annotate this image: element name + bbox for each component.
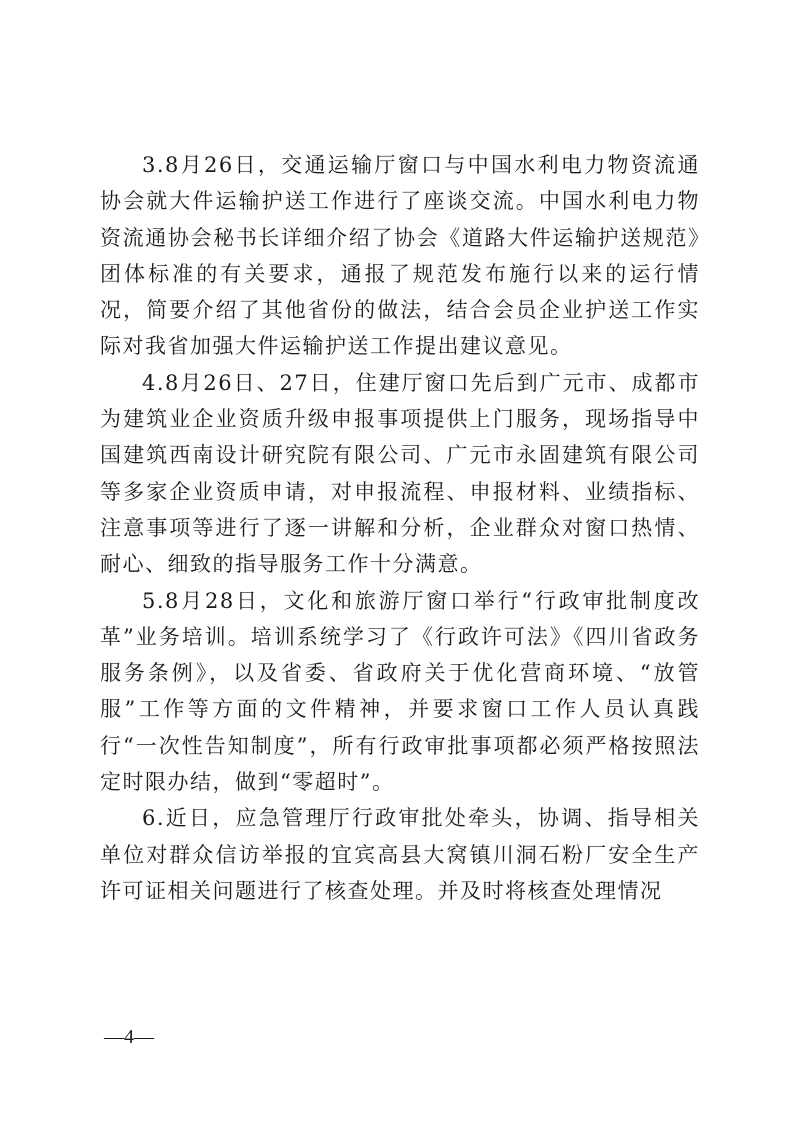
paragraph-emergency-management-dept: 6.近日，应急管理厅行政审批处牵头，协调、指导相关单位对群众信访举报的宜宾高县大窝镇川洞石粉厂安全生产许可证相关问题进行了核查处理。并及时将核查处理情况 — [100, 806, 700, 903]
paragraph-culture-tourism-dept: 5.8月28日，文化和旅游厅窗口举行“行政审批制度改革”业务培训。培训系统学习了《行政许可法》《四川省政务服务条例》，以及省委、省政府关于优化营商环境、“放管服”工作等方面的文件精神，并要求窗口工作人员认真践行“一次性告知制度”，所有行政审批事项都必须严格按照法定时限办结，做到“零超时”。 — [100, 588, 700, 795]
paragraph-housing-dept: 4.8月26日、27日，住建厅窗口先后到广元市、成都市为建筑业企业资质升级申报事项提供上门服务，现场指导中国建筑西南设计研究院有限公司、广元市永固建筑有限公司等多家企业资质申请，对申报流程、申报材料、业绩指标、注意事项等进行了逐一讲解和分析，企业群众对窗口热情、耐心、细致的指导服务工作十分满意。 — [100, 370, 700, 577]
page-number: —4— — [104, 1026, 154, 1048]
paragraph-transport-dept: 3.8月26日，交通运输厅窗口与中国水利电力物资流通协会就大件运输护送工作进行了座谈交流。中国水利电力物资流通协会秘书长详细介绍了协会《道路大件运输护送规范》团体标准的有关要求，通报了规范发布施行以来的运行情况，简要介绍了其他省份的做法，结合会员企业护送工作实际对我省加强大件运输护送工作提出建议意见。 — [100, 153, 700, 359]
document-body — [100, 147, 700, 909]
